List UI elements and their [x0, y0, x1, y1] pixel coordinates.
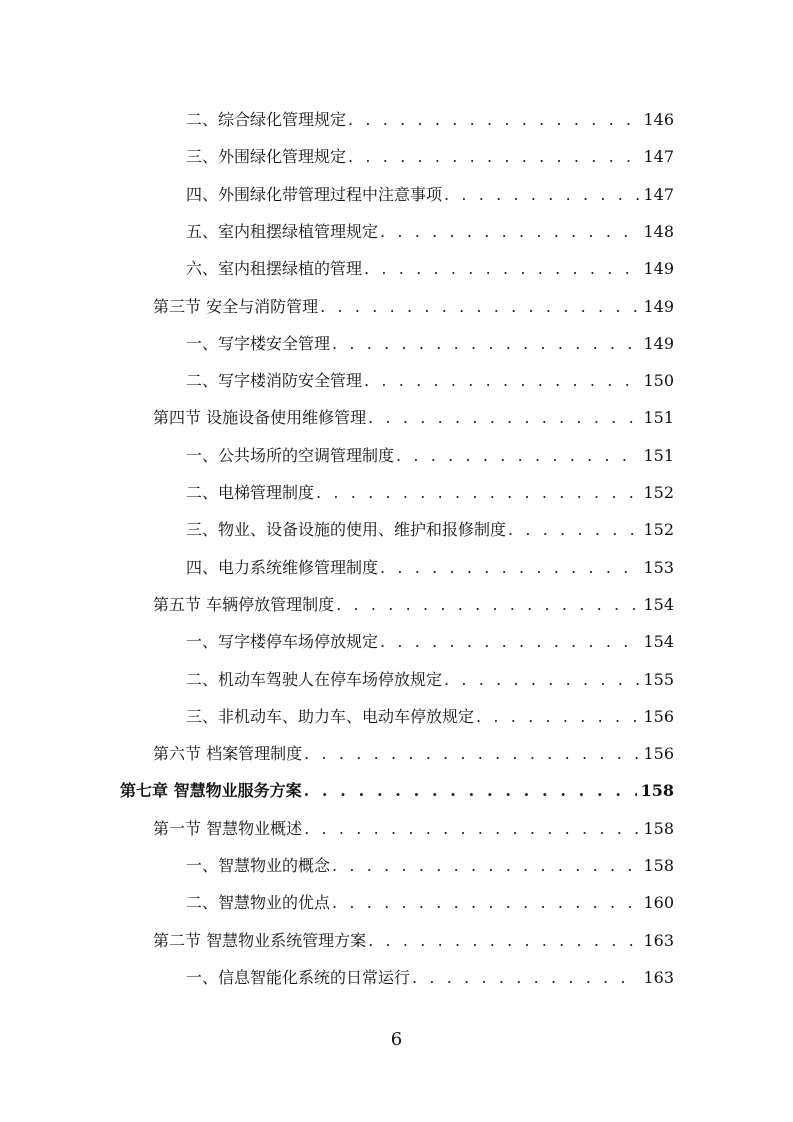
toc-dot-leader [508, 511, 639, 548]
toc-dot-leader [320, 288, 639, 325]
toc-entry[interactable] [186, 213, 674, 250]
toc-dot-leader [332, 847, 639, 884]
toc-dot-leader [476, 698, 639, 735]
toc-entry-title: 三、外围绿化管理规定 [186, 147, 347, 167]
toc-entry-page: 163 [643, 930, 674, 950]
toc-dot-leader [332, 325, 639, 362]
toc-entry-page: 153 [643, 557, 674, 577]
toc-entry-title: 一、写字楼安全管理 [186, 333, 331, 353]
toc-entry[interactable] [186, 437, 674, 474]
toc-entry-title: 第四节 设施设备使用维修管理 [153, 408, 367, 428]
toc-entry-title: 一、写字楼停车场停放规定 [186, 632, 379, 652]
toc-dot-leader [316, 474, 639, 511]
toc-entry-title: 四、外围绿化带管理过程中注意事项 [186, 184, 443, 204]
toc-entry-title: 二、机动车驾驶人在停车场停放规定 [186, 669, 443, 689]
toc-entry-page: 154 [643, 632, 674, 652]
toc-entry-page: 156 [643, 706, 674, 726]
toc-entry[interactable] [186, 698, 674, 735]
toc-entry-title: 一、智慧物业的概念 [186, 856, 331, 875]
toc-entry[interactable] [120, 772, 674, 809]
toc-entry-page: 149 [643, 333, 674, 353]
toc-dot-leader [304, 772, 637, 809]
toc-entry-page: 158 [640, 781, 674, 801]
toc-dot-leader [412, 959, 639, 996]
toc-entry[interactable] [186, 325, 674, 362]
toc-entry[interactable] [186, 884, 674, 921]
toc-entry-page: 152 [643, 520, 674, 540]
toc-dot-leader [304, 735, 639, 772]
toc-entry[interactable] [186, 959, 674, 996]
toc-entry-page: 152 [643, 483, 674, 502]
toc-entry[interactable] [153, 735, 674, 772]
toc-dot-leader [304, 810, 639, 847]
toc-entry[interactable] [186, 847, 674, 884]
toc-entry-title: 一、公共场所的空调管理制度 [186, 445, 395, 465]
toc-entry[interactable] [186, 549, 674, 586]
toc-entry-page: 158 [643, 818, 674, 838]
toc-entry[interactable] [186, 623, 674, 660]
toc-dot-leader [364, 250, 639, 287]
toc-entry-title: 四、电力系统维修管理制度 [186, 557, 379, 577]
toc-entry[interactable] [186, 138, 674, 175]
toc-entry-title: 第二节 智慧物业系统管理方案 [153, 930, 367, 950]
toc-entry-title: 第七章 智慧物业服务方案 [120, 781, 302, 801]
toc-entry-page: 156 [643, 744, 674, 764]
toc-entry[interactable] [186, 362, 674, 399]
toc-entry-title: 第五节 车辆停放管理制度 [153, 594, 335, 614]
page-number: 6 [390, 1029, 403, 1050]
toc-entry-page: 150 [643, 371, 674, 391]
toc-dot-leader [348, 138, 639, 175]
toc-entry[interactable] [153, 922, 674, 959]
toc-entry-title: 五、室内租摆绿植管理规定 [186, 221, 379, 241]
toc-entry[interactable] [153, 399, 674, 436]
toc-entry[interactable] [153, 288, 674, 325]
toc-entry-page: 146 [643, 110, 674, 129]
toc-entry-title: 二、电梯管理制度 [186, 483, 315, 502]
toc-entry-title: 二、综合绿化管理规定 [186, 110, 347, 129]
toc-entry[interactable] [153, 810, 674, 847]
toc-entry-page: 147 [643, 184, 674, 204]
toc-dot-leader [332, 884, 639, 921]
toc-dot-leader [380, 213, 639, 250]
toc-entry-page: 160 [643, 893, 674, 913]
toc-entry-title: 二、写字楼消防安全管理 [186, 371, 363, 391]
toc-entry-page: 149 [643, 259, 674, 279]
toc-dot-leader [368, 399, 639, 436]
toc-dot-leader [380, 623, 639, 660]
toc-dot-leader [444, 661, 639, 698]
toc-entry[interactable] [186, 511, 674, 548]
toc-entry-page: 158 [643, 856, 674, 875]
toc-entry-title: 三、非机动车、助力车、电动车停放规定 [186, 706, 475, 726]
toc-entry-page: 147 [643, 147, 674, 167]
toc-entry-page: 155 [643, 669, 674, 689]
toc-entry-title: 第一节 智慧物业概述 [153, 818, 303, 838]
toc-dot-leader [348, 101, 639, 138]
toc-entry-page: 154 [643, 594, 674, 614]
toc-entry-title: 第六节 档案管理制度 [153, 744, 303, 764]
toc-entry-title: 一、信息智能化系统的日常运行 [186, 967, 411, 987]
toc-entry-page: 151 [643, 445, 674, 465]
toc-entry-title: 三、物业、设备设施的使用、维护和报修制度 [186, 520, 507, 540]
toc-entry[interactable] [186, 661, 674, 698]
toc-entry[interactable] [186, 101, 674, 138]
toc-dot-leader [336, 586, 639, 623]
toc-entry[interactable] [186, 250, 674, 287]
toc-entry[interactable] [186, 474, 674, 511]
toc-entry-page: 163 [643, 967, 674, 987]
toc-dot-leader [364, 362, 639, 399]
toc-dot-leader [444, 176, 639, 213]
toc-dot-leader [396, 437, 639, 474]
toc-entry-title: 六、室内租摆绿植的管理 [186, 259, 363, 279]
toc-entry-page: 149 [643, 296, 674, 316]
toc-entry[interactable] [186, 176, 674, 213]
toc-entry-title: 二、智慧物业的优点 [186, 893, 331, 913]
toc-entry-page: 148 [643, 221, 674, 241]
toc-entry-title: 第三节 安全与消防管理 [153, 296, 319, 316]
toc-entry-page: 151 [643, 408, 674, 428]
toc-dot-leader [380, 549, 639, 586]
toc-entry[interactable] [153, 586, 674, 623]
toc-dot-leader [368, 922, 639, 959]
